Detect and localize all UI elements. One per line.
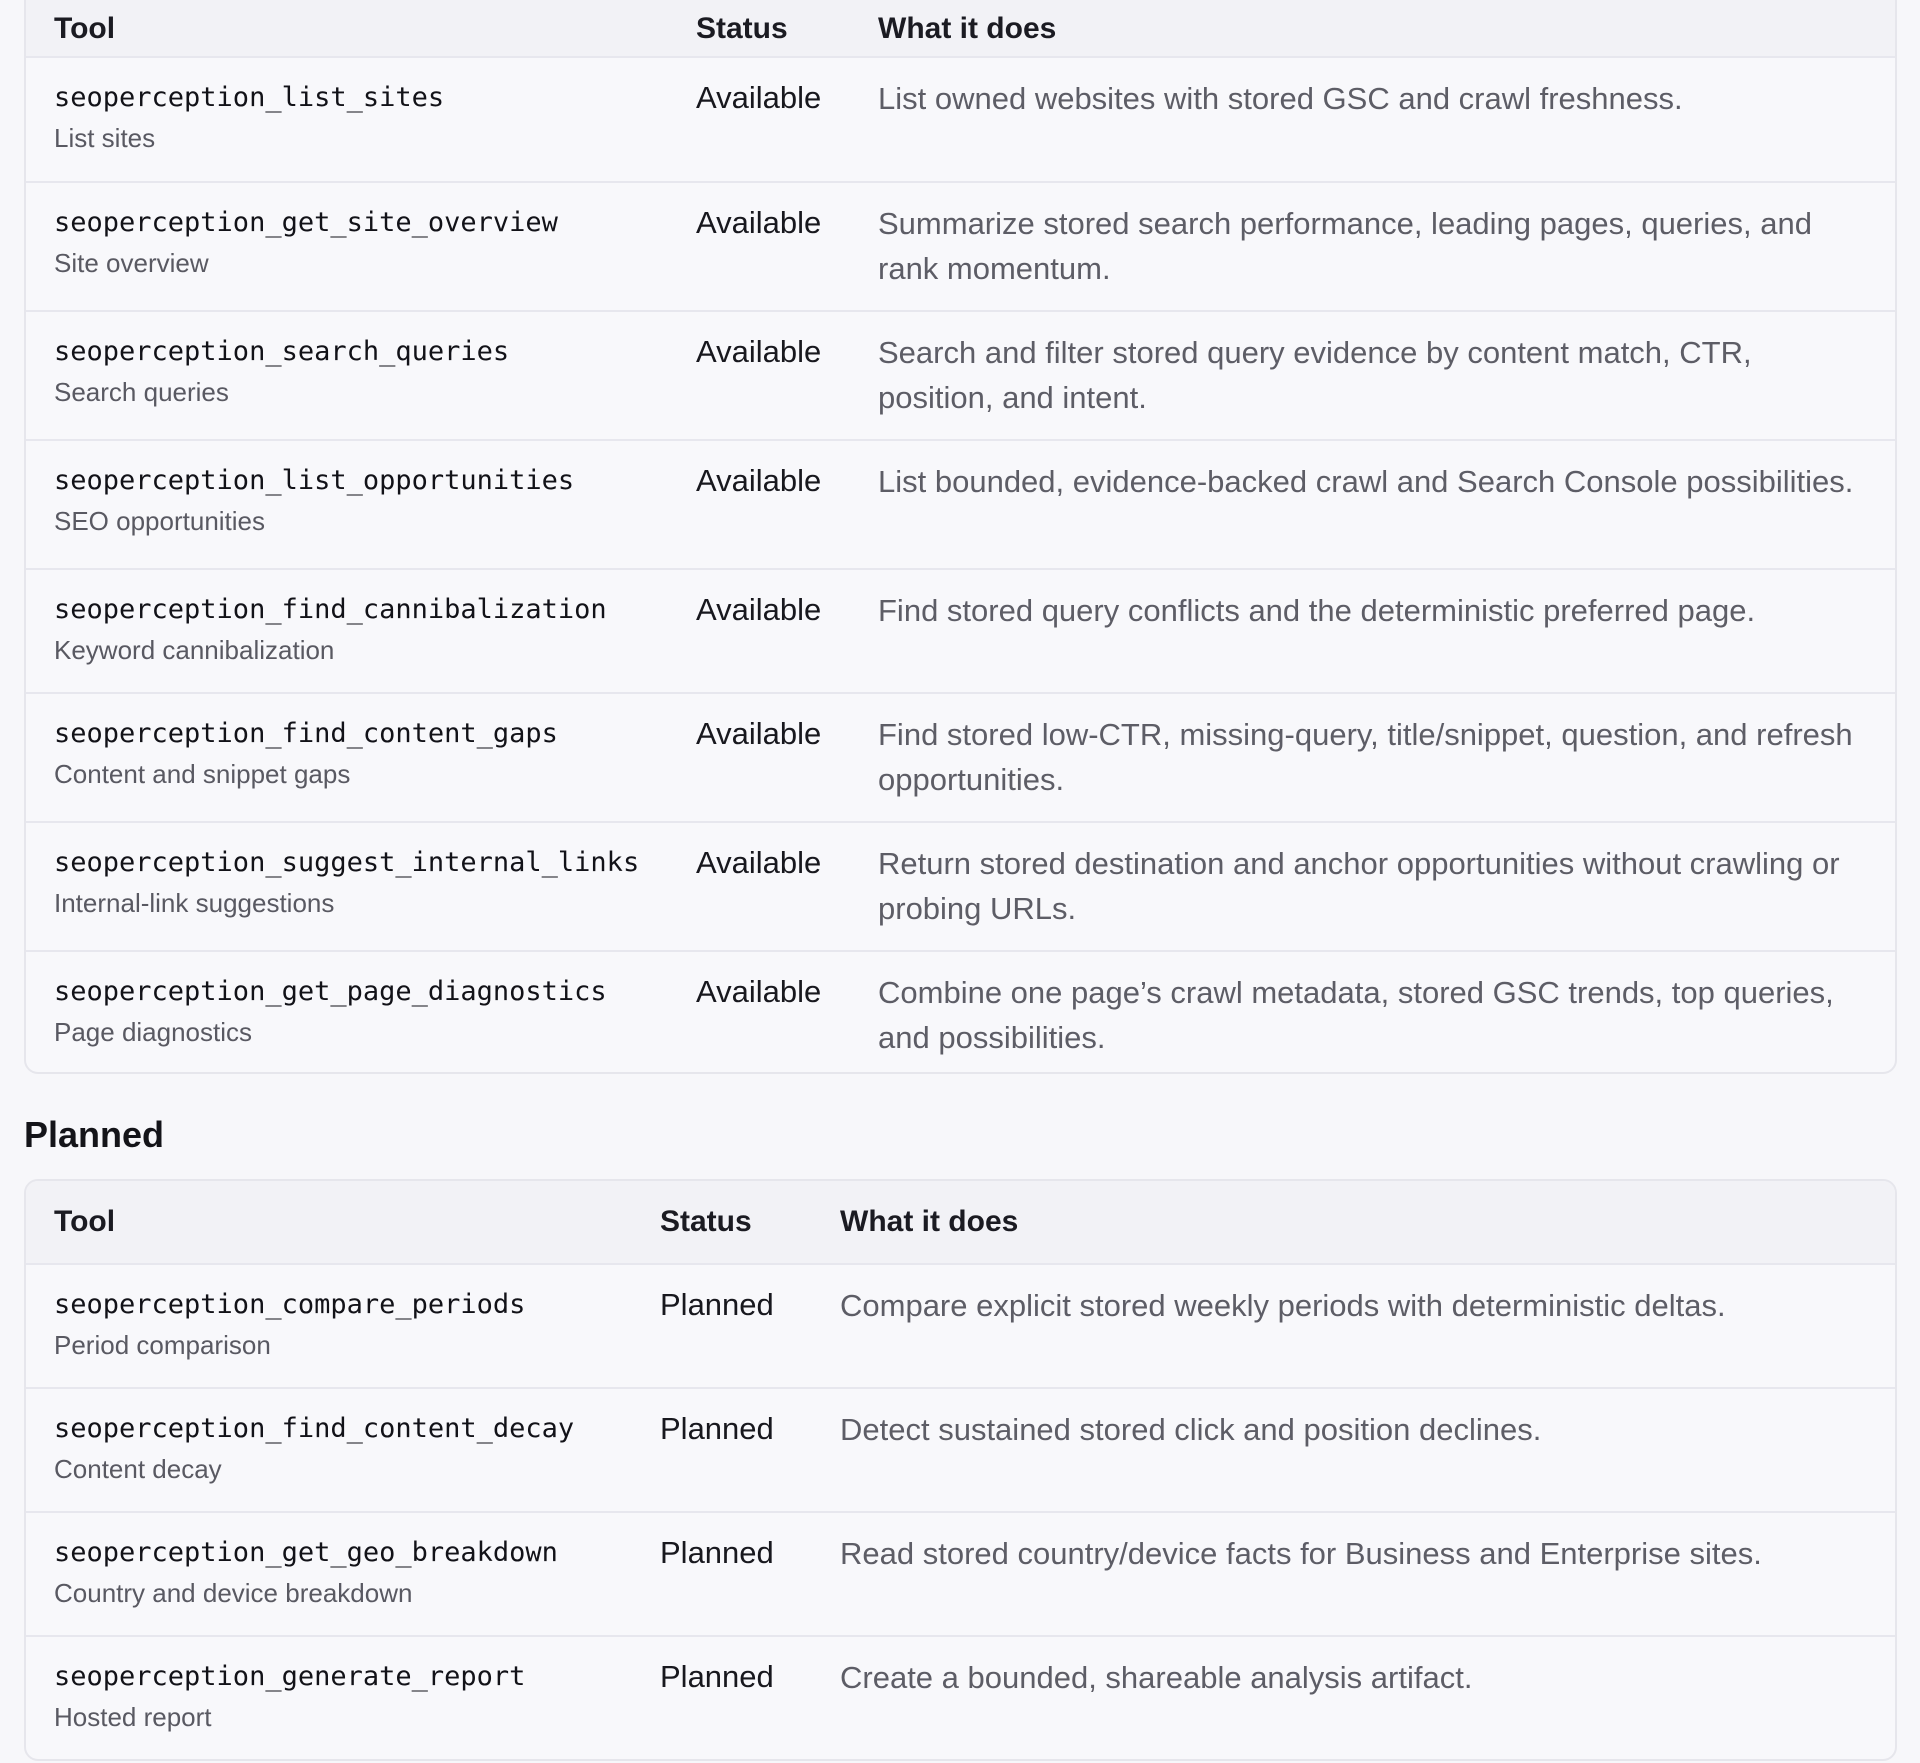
table-row — [26, 183, 1895, 312]
tool-subtitle: Keyword cannibalization — [54, 635, 335, 665]
table-header — [26, 0, 1895, 58]
status-text: Available — [696, 592, 822, 627]
status-text: Available — [696, 205, 822, 240]
tool-subtitle: Content decay — [54, 1454, 222, 1484]
available-tools-table — [24, 0, 1897, 1074]
tool-name: seoperception_compare_periods — [54, 1289, 526, 1320]
tool-subtitle: Country and device breakdown — [54, 1578, 413, 1608]
table-row — [26, 952, 1895, 1074]
status-text: Available — [696, 463, 822, 498]
header-status: Status — [696, 12, 788, 45]
table-row — [26, 823, 1895, 952]
table-row — [26, 570, 1895, 694]
tool-subtitle: Content and snippet gaps — [54, 759, 351, 789]
tool-subtitle: Internal-link suggestions — [54, 888, 335, 918]
header-description: What it does — [878, 12, 1057, 45]
table-row — [26, 312, 1895, 441]
tool-subtitle: Page diagnostics — [54, 1017, 253, 1047]
tool-description: List owned websites with stored GSC and crawl freshness. — [878, 81, 1683, 116]
table-row — [26, 1637, 1895, 1761]
tool-subtitle: SEO opportunities — [54, 506, 266, 536]
table-row — [26, 1265, 1895, 1389]
header-tool: Tool — [54, 12, 116, 45]
tool-name: seoperception_suggest_internal_links — [54, 847, 640, 878]
tool-name: seoperception_list_sites — [54, 82, 445, 113]
tool-description: Find stored low-CTR, missing-query, title/snippet, question, and refresh opportunities. — [878, 717, 1853, 797]
header-tool: Tool — [54, 1205, 116, 1238]
status-text: Available — [696, 334, 822, 369]
tool-subtitle: Site overview — [54, 248, 209, 278]
tool-subtitle: Period comparison — [54, 1330, 271, 1360]
header-status: Status — [660, 1205, 752, 1238]
status-text: Planned — [660, 1411, 774, 1446]
planned-section-title: Planned — [24, 1114, 165, 1155]
tool-subtitle: Hosted report — [54, 1702, 212, 1732]
planned-tools-table — [24, 1179, 1897, 1761]
tool-description: Combine one page’s crawl metadata, stored GSC trends, top queries, and possibilities. — [878, 975, 1834, 1055]
table-row — [26, 694, 1895, 823]
tool-description: Read stored country/device facts for Business and Enterprise sites. — [840, 1536, 1762, 1571]
tool-description: Return stored destination and anchor opportunities without crawling or probing URLs. — [878, 846, 1840, 926]
tool-name: seoperception_list_opportunities — [54, 465, 575, 496]
tool-description: Compare explicit stored weekly periods with deterministic deltas. — [840, 1288, 1726, 1323]
status-text: Available — [696, 716, 822, 751]
tool-description: Detect sustained stored click and position declines. — [840, 1412, 1542, 1447]
tool-name: seoperception_get_page_diagnostics — [54, 976, 607, 1007]
tool-description: Create a bounded, shareable analysis artifact. — [840, 1660, 1473, 1695]
status-text: Planned — [660, 1659, 774, 1694]
table-row — [26, 441, 1895, 570]
tool-name: seoperception_get_site_overview — [54, 207, 558, 238]
table-row — [26, 1513, 1895, 1637]
table-row — [26, 1389, 1895, 1513]
status-text: Available — [696, 974, 822, 1009]
tool-name: seoperception_generate_report — [54, 1661, 526, 1692]
tool-subtitle: List sites — [54, 123, 156, 153]
tool-description: List bounded, evidence-backed crawl and Search Console possibilities. — [878, 464, 1854, 499]
tool-description: Summarize stored search performance, leading pages, queries, and rank momentum. — [878, 206, 1812, 286]
tool-name: seoperception_get_geo_breakdown — [54, 1537, 558, 1568]
tool-subtitle: Search queries — [54, 377, 229, 407]
status-text: Planned — [660, 1287, 774, 1322]
table-row — [26, 58, 1895, 183]
tools-page — [24, 0, 1897, 1761]
tool-name: seoperception_search_queries — [54, 336, 510, 367]
tool-description: Search and filter stored query evidence by content match, CTR, position, and intent. — [878, 335, 1752, 415]
tool-name: seoperception_find_cannibalization — [54, 594, 607, 625]
tool-name: seoperception_find_content_gaps — [54, 718, 558, 749]
header-description: What it does — [840, 1205, 1019, 1238]
table-header — [26, 1181, 1895, 1265]
status-text: Available — [696, 845, 822, 880]
tool-name: seoperception_find_content_decay — [54, 1413, 575, 1444]
status-text: Planned — [660, 1535, 774, 1570]
status-text: Available — [696, 80, 822, 115]
tool-description: Find stored query conflicts and the deterministic preferred page. — [878, 593, 1756, 628]
